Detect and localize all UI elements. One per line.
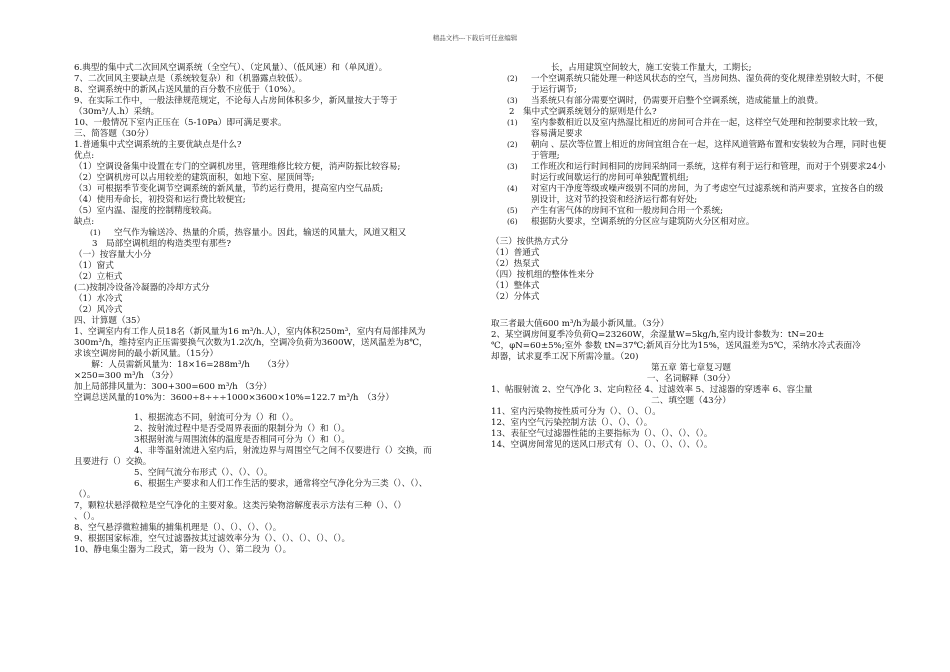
paragraph-number: (3): [507, 96, 518, 105]
text-line: 8、空调系统中的新风占送风量的百分数不应低于（10%）。: [74, 85, 301, 95]
paragraph-text: 空气作为输送冷、热量的介质，热容量小。因此，输送的风量大，风道又粗又: [114, 228, 407, 238]
text-line: 加上局部排风量为：300+300=600 m³/h （3分）: [74, 382, 272, 392]
text-line: 7、二次回风主要缺点是（系统较复杂）和（机器露点较低）。: [74, 74, 308, 84]
text-line: 9、根据国家标准，空气过滤器按其过滤效率分为（）、（）、（）、（）、（）。: [74, 534, 351, 544]
paragraph-number: (3): [507, 162, 518, 171]
text-line: 三、简答题（30分）: [74, 129, 154, 139]
text-line: 6、根据生产要求和人们工作生活的要求，通常将空气净化分为三类（）、（）、: [134, 479, 428, 489]
text-line: 11、室内污染物按性质可分为（）、（）、（）。: [491, 407, 661, 417]
paragraph-number: (6): [507, 217, 518, 226]
text-line: 1.普通集中式空调系统的主要优缺点是什么?: [74, 140, 242, 150]
text-line: 第五章 第七章复习题: [650, 363, 732, 373]
text-line: 优点:: [74, 151, 95, 161]
text-line: 1、空调室内有工作人员18名（新风量为16 m³/h.人），室内体积250m³，室内有局部排风为: [74, 327, 426, 337]
text-line: （2）空调机房可以占用较差的建筑面积，如地下室、屋顶间等;: [74, 173, 315, 183]
numbered-paragraph: [491, 74, 891, 96]
spacer: [74, 404, 466, 413]
text-line: （5）室内温、湿度的控制精度较高。: [74, 206, 217, 216]
text-line: 长，占用建筑空间较大，施工安装工作量大，工期长;: [551, 63, 752, 73]
text-line: 且要进行（）交换。: [74, 457, 152, 467]
text-line: 3 局部空调机组的构造类型有那些?: [92, 239, 231, 249]
paragraph-number: (2): [507, 140, 518, 149]
text-line: （2）分体式: [491, 292, 540, 302]
text-line: （三）按供热方式分: [491, 237, 569, 247]
text-line: 13、表征空气过滤器性能的主要指标为（）、（）、（）、（）。: [491, 429, 713, 439]
paragraph-number: (1): [507, 118, 518, 127]
text-line: 解：人员需新风量为：18×16=288m³/h （3分）: [74, 360, 294, 370]
page-header: 精品文档---下载后可任意编辑: [432, 34, 518, 42]
text-line: 7，颗粒状悬浮微粒是空气净化的主要对象。这类污染物溶解度表示方法有三种（）、（）: [74, 501, 407, 511]
text-line: （1）整体式: [491, 281, 540, 291]
text-line: 8、空气悬浮微粒捕集的捕集机理是（）、（）、（）、（）。: [74, 523, 282, 533]
left-column: [74, 63, 466, 556]
text-line: 二、填空题（43分）: [651, 396, 731, 406]
text-line: 4、非等温射流进入室内后，射流边界与周围空气之间不仅要进行（）交换，而: [134, 446, 432, 456]
text-line: 14、空调房间常见的送风口形式有（）、（）、（）、（）、（）。: [491, 440, 713, 450]
paragraph-number: (5): [507, 206, 518, 215]
text-line: （1）空调设备集中设置在专门的空调机房里，管理维修比较方便，消声防振比较容易;: [74, 162, 401, 172]
text-line: 求该空调房间的最小新风量。（15分）: [74, 349, 219, 359]
text-line: 6.典型的集中式二次回风空调系统（全空气）、（定风量）、（低风速）和（单风道）。: [74, 63, 388, 73]
text-line: （3）可根据季节变化调节空调系统的新风量，节约运行费用，提高室内空气品质;: [74, 184, 384, 194]
text-line: 缺点:: [74, 217, 95, 227]
numbered-paragraph: [491, 162, 891, 184]
paragraph-text: 一个空调系统只能处理一种送风状态的空气，当房间热、湿负荷的变化规律差别较大时，不便于运行调节;: [531, 74, 884, 95]
numbered-paragraph: [491, 96, 891, 107]
paragraph-text: 对室内干净度等级或噪声级别不同的房间，为了考虑空气过滤系统和消声要求，宜按各自的级别设计，这对节约投资和经济运行都有好处;: [531, 184, 884, 205]
paragraph-text: 室内参数相近以及室内热湿比相近的房间可合并在一起，这样空气处理和控制要求比较一致，容易满足要求: [531, 118, 884, 139]
paragraph-text: 工作班次和运行时间相同的房间采纳同一系统，这样有利于运行和管理，而对于个别要求24小时运行或间歇运行的房间可单独配置机组;: [531, 162, 886, 183]
text-line: 2、按射流过程中是否受周界表面的限制分为（）和（）。: [134, 424, 351, 434]
text-line: (二)按制冷设备冷凝器的冷却方式分: [74, 283, 210, 293]
text-line: （2）立柜式: [74, 272, 123, 282]
text-line: ×250=300 m³/h （3分）: [74, 371, 178, 381]
text-line: 四、计算题（35）: [74, 316, 146, 326]
text-line: 一、名词解释（30分）: [646, 374, 736, 384]
text-line: ℃，φN=60±5%;室外 参数 tN=37℃;新风百分比为15%，送风温差为5℃，采纳水冷式表面冷: [491, 341, 861, 351]
right-column: [491, 63, 891, 451]
text-line: 却器，试求夏季工况下所需冷量。（20): [491, 352, 639, 362]
paragraph-text: 根据防火要求，空调系统的分区应与建筑防火分区相对应。: [531, 217, 755, 227]
text-line: 1、帖服射流 2、空气净化 3、定向粒径 4、过滤效率 5、过滤器的穿透率 6、容尘量: [491, 385, 813, 395]
paragraph-number: (2): [507, 74, 518, 83]
paragraph-text: 当系统只有部分需要空调时，仍需要开启整个空调系统，造成能量上的浪费。: [531, 96, 824, 106]
text-line: （四）按机组的整体性来分: [491, 270, 595, 280]
text-line: （2）热泵式: [491, 259, 540, 269]
text-line: （1）窗式: [74, 261, 114, 271]
paragraph-text: 朝向 、层次等位置上相近的房间宜组合在一起，这样风道管路布置和安装较为合理，同时也便于管理;: [531, 140, 887, 161]
numbered-paragraph: [491, 118, 891, 140]
text-line: （1）普通式: [491, 248, 540, 258]
paragraph-text: 产生有害气体的房间不宜和一般房间合用一个系统;: [531, 206, 723, 216]
spacer: [491, 228, 891, 237]
text-line: 、（）。: [74, 512, 100, 522]
paragraph-number: (1): [90, 228, 101, 237]
text-line: （一）按容量大小分: [74, 250, 152, 260]
spacer: [491, 303, 891, 319]
text-line: 取三者最大值600 m³/h为最小新风量。（3分）: [491, 319, 669, 329]
text-line: 5、空间气流分布形式（）、（）、（）。: [134, 468, 273, 478]
text-line: 2、某空调房间夏季冷负荷Q=23260W，余湿量W=5kg/h,室内设计参数为：tN=20±: [491, 330, 825, 340]
text-line: 2 集中式空调系统划分的原则是什么?: [509, 107, 657, 117]
text-line: （30m³/人.h）采纳。: [74, 107, 160, 117]
numbered-paragraph: [491, 140, 891, 162]
text-line: 300m³/h，维持室内正压需要换气次数为1.2次/h，空调冷负荷为3600W，送风温差为8℃，: [74, 338, 428, 348]
numbered-paragraph: [491, 184, 891, 206]
text-line: （）。: [74, 490, 96, 500]
text-line: 10、一般情况下室内正压在（5-10Pa）即可满足要求。: [74, 118, 287, 128]
text-line: 3根据射流与周围流体的温度是否相同可分为（）和（）。: [134, 435, 351, 445]
text-line: 9、在实际工作中，一般法律规范规定，不论每人占房间体积多少，新风量按大于等于: [74, 96, 398, 106]
text-line: 1、根据流态不同，射流可分为（）和（）。: [134, 413, 299, 423]
text-line: 12、室内空气污染控制方法（）、（）、（）。: [491, 418, 653, 428]
numbered-paragraph: [74, 228, 466, 239]
text-line: 空调总送风量的10%为：3600÷8÷÷÷1000×3600×10%=122.7 m³/h （3分）: [74, 393, 394, 403]
paragraph-number: (4): [507, 184, 518, 193]
numbered-paragraph: [491, 217, 891, 228]
numbered-paragraph: [491, 206, 891, 217]
text-line: 10、静电集尘器为二段式，第一段为（）、第二段为（）。: [74, 545, 292, 555]
text-line: （2）风冷式: [74, 305, 123, 315]
text-line: （4）使用寿命长，初投资和运行费比较便宜;: [74, 195, 246, 205]
text-line: （1）水冷式: [74, 294, 123, 304]
